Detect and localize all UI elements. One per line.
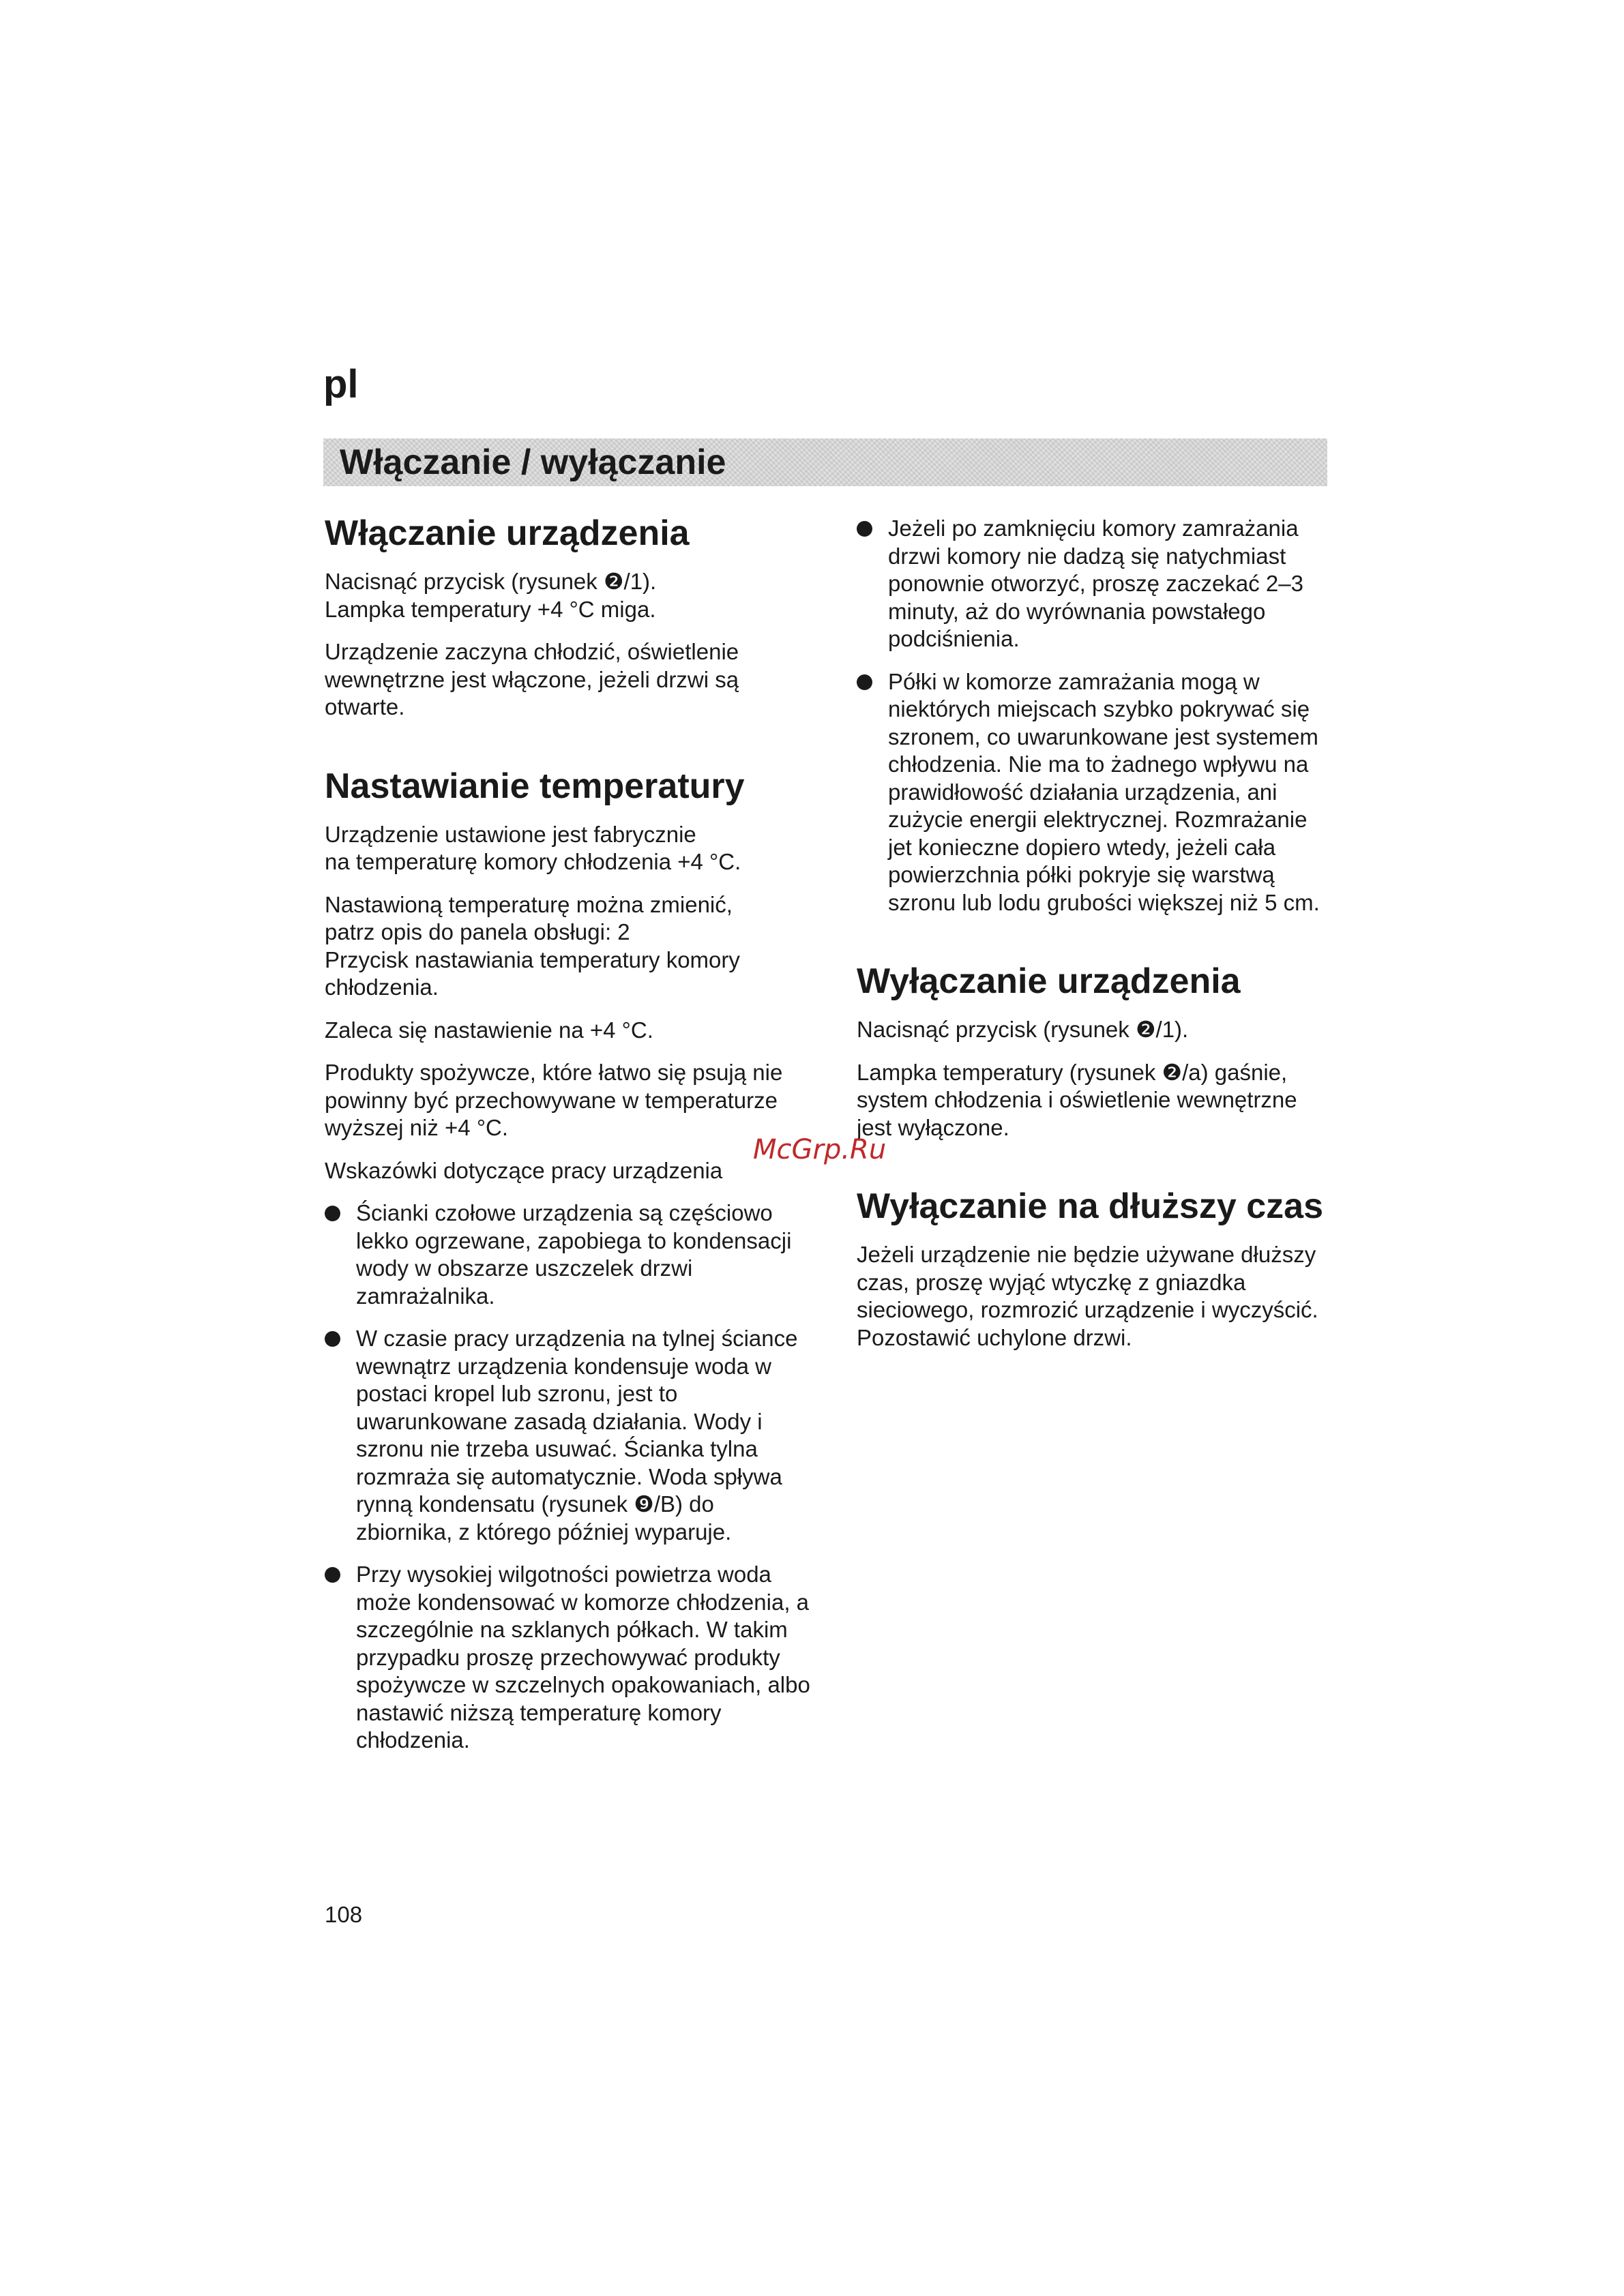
factory-setting [325, 821, 816, 876]
bullet-icon [857, 674, 872, 690]
watermark: McGrp.Ru [753, 1134, 887, 1165]
heading-switch-on: Włączanie urządzenia [325, 513, 690, 553]
bullet-icon [857, 521, 872, 537]
bullet-icon [325, 1206, 340, 1221]
bullet-icon [325, 1331, 340, 1347]
list-item [325, 1325, 816, 1546]
list-item [325, 1561, 816, 1755]
page-number: 108 [325, 1902, 363, 1927]
list-item [325, 1199, 816, 1310]
factory-setting-line-2: na temperaturę komory chłodzenia +4 °C. [325, 849, 741, 874]
heading-switch-off: Wyłączanie urządzenia [857, 961, 1241, 1001]
recommended-setting: Zaleca się nastawienie na +4 °C. [325, 1017, 653, 1043]
right-column [857, 515, 1327, 1367]
list-item [857, 668, 1327, 917]
operation-tips-intro: Wskazówki dotyczące pracy urządzenia [325, 1157, 723, 1183]
section-banner [323, 438, 1327, 486]
left-column [325, 515, 816, 1770]
bullet-icon [325, 1567, 340, 1583]
switch-on-instruction [325, 568, 816, 623]
change-temperature-line-1: Nastawioną temperaturę można zmienić, [325, 891, 733, 917]
change-temperature-line-3: Przycisk nastawiania temperatury komory chłodzenia. [325, 946, 740, 1000]
language-code: pl [323, 362, 359, 406]
freezer-tips-list [857, 515, 1327, 916]
list-item-text: Jeżeli po zamknięciu komory zamrażania drzwi komory nie dadzą się natychmiast ponownie otworzyć, proszę zaczekać 2–3 minuty, aż do wyrównania powstałego podciśnienia. [888, 516, 1303, 651]
switch-off-instruction: Nacisnąć przycisk (rysunek ❷/1). [857, 1017, 1189, 1042]
list-item-text: Przy wysokiej wilgotności powietrza woda może kondensować w komorze chłodzenia, a szczególnie na szklanych półkach. W takim przypadku proszę przechowywać produkty spożywcze w szczelnych opakowaniach, albo nastawić niższą temperaturę komory chłodzenia. [356, 1562, 810, 1753]
list-item [857, 515, 1327, 653]
heading-set-temperature: Nastawianie temperatury [325, 766, 745, 806]
change-temperature-line-2: patrz opis do panela obsługi: 2 [325, 919, 630, 944]
switch-on-line-2: Lampka temperatury +4 °C miga. [325, 596, 656, 622]
food-storage-note: Produkty spożywcze, które łatwo się psują nie powinny być przechowywane w temperaturze wyższej niż +4 °C. [325, 1060, 783, 1140]
list-item-text: Ścianki czołowe urządzenia są częściowo lekko ogrzewane, zapobiega to kondensacji wody w obszarze uszczelek drzwi zamrażalnika. [356, 1200, 792, 1309]
factory-setting-line-1: Urządzenie ustawione jest fabrycznie [325, 821, 696, 847]
heading-switch-off-long: Wyłączanie na dłuższy czas [857, 1187, 1323, 1226]
list-item-text: W czasie pracy urządzenia na tylnej ściance wewnątrz urządzenia kondensuje woda w postaci kropel lub szronu, jest to uwarunkowane zasadą działania. Wody i szronu nie trzeba usuwać. Ścianka tylna rozmraża się automatycznie. Woda spływa rynną kondensatu (rysunek ❾/B) do zbiornika, z którego później wyparuje. [356, 1326, 798, 1545]
switch-on-line-1: Nacisnąć przycisk (rysunek ❷/1). [325, 569, 657, 594]
switch-on-description: Urządzenie zaczyna chłodzić, oświetlenie wewnętrzne jest włączone, jeżeli drzwi są otwarte. [325, 639, 739, 719]
change-temperature [325, 891, 816, 1002]
switch-off-description: Lampka temperatury (rysunek ❷/a) gaśnie, system chłodzenia i oświetlenie wewnętrzne jest wyłączone. [857, 1059, 1297, 1140]
banner-title: Włączanie / wyłączanie [340, 443, 726, 482]
list-item-text: Półki w komorze zamrażania mogą w niektórych miejscach szybko pokrywać się szronem, co uwarunkowane jest systemem chłodzenia. Nie ma to żadnego wpływu na prawidłowość działania urządzenia, ani zużycie energii elektrycznej. Rozmrażanie jet konieczne dopiero wtedy, jeżeli cała powierzchnia półki pokryje się warstwą szronu lub lodu grubości większej niż 5 cm. [888, 668, 1320, 915]
switch-off-long-description: Jeżeli urządzenie nie będzie używane dłuższy czas, proszę wyjąć wtyczkę z gniazdka sieciowego, rozmrozić urządzenie i wyczyścić. Pozostawić uchylone drzwi. [857, 1242, 1318, 1350]
operation-tips-list [325, 1199, 816, 1755]
